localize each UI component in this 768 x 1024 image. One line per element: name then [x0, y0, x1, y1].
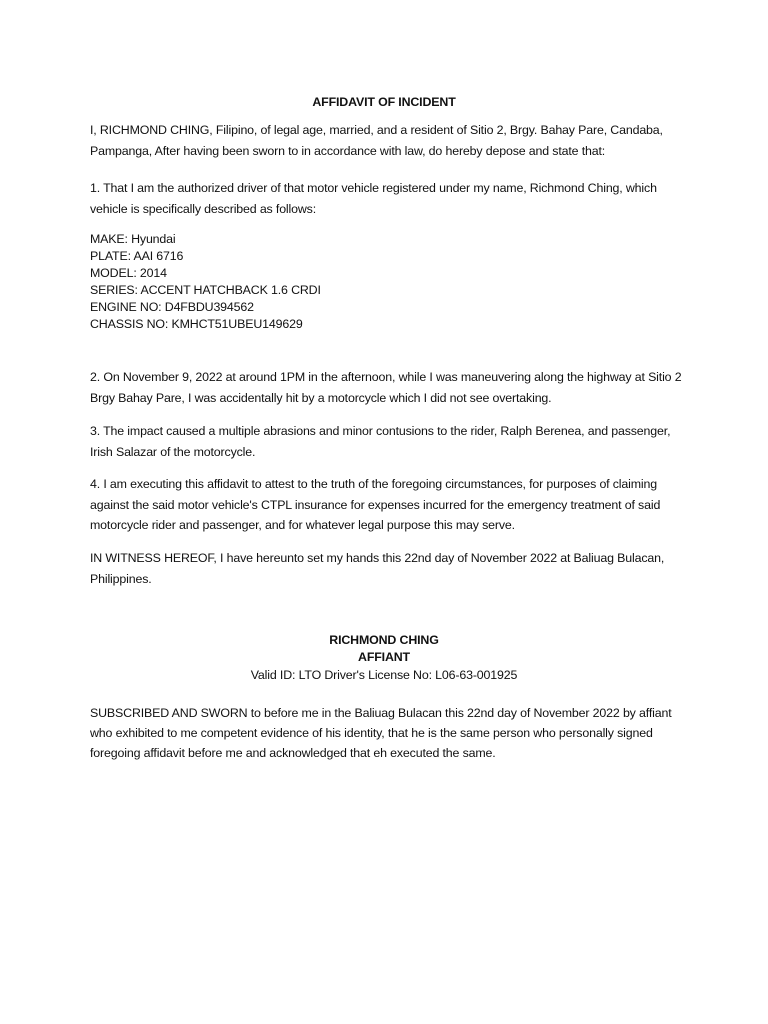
witness-paragraph: IN WITNESS HEREOF, I have hereunto set my hands this 22nd day of November 2022 at Baliuag Bulacan, Philippines.	[90, 551, 665, 586]
vehicle-chassis: CHASSIS NO: KMHCT51UBEU149629	[90, 317, 303, 331]
vehicle-plate: PLATE: AAI 6716	[90, 249, 184, 263]
vehicle-engine: ENGINE NO: D4FBDU394562	[90, 300, 254, 314]
document-title: AFFIDAVIT OF INCIDENT	[312, 95, 456, 109]
vehicle-make: MAKE: Hyundai	[90, 232, 176, 246]
vehicle-series: SERIES: ACCENT HATCHBACK 1.6 CRDI	[90, 283, 321, 297]
paragraph-1: 1. That I am the authorized driver of that motor vehicle registered under my name, Richmond Ching, which vehicle is specifically described as follows:	[90, 181, 657, 216]
jurat-paragraph: SUBSCRIBED AND SWORN to before me in the Baliuag Bulacan this 22nd day of November 2022 by affiant who exhibited to me competent evidence of his identity, that he is the same person who personally signed foregoing affidavit before me and acknowledged that eh executed the same.	[90, 706, 672, 760]
paragraph-3: 3. The impact caused a multiple abrasions and minor contusions to the rider, Ralph Berenea, and passenger, Irish Salazar of the motorcycle.	[90, 424, 671, 459]
affiant-valid-id: Valid ID: LTO Driver's License No: L06-63-001925	[250, 668, 518, 682]
affiant-role: AFFIANT	[358, 650, 410, 664]
intro-paragraph: I, RICHMOND CHING, Filipino, of legal age, married, and a resident of Sitio 2, Brgy. Bahay Pare, Candaba, Pampanga, After having been sworn to in accordance with law, do hereby depose and state that:	[90, 123, 663, 158]
paragraph-2: 2. On November 9, 2022 at around 1PM in the afternoon, while I was maneuvering along the highway at Sitio 2 Brgy Bahay Pare, I was accidentally hit by a motorcycle which I did not see overtaking.	[90, 370, 682, 405]
vehicle-specs	[90, 231, 685, 333]
paragraph-4: 4. I am executing this affidavit to attest to the truth of the foregoing circumstances, for purposes of claiming against the said motor vehicle's CTPL insurance for expenses incurred for the emergency treatment of said motorcycle rider and passenger, and for whatever legal purpose this may serve.	[90, 477, 661, 532]
affiant-name: RICHMOND CHING	[329, 633, 439, 647]
vehicle-model: MODEL: 2014	[90, 266, 167, 280]
